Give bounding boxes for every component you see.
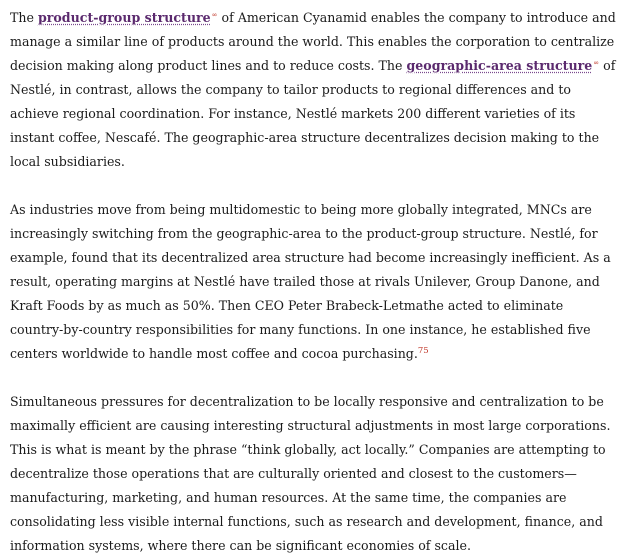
paragraph-3	[10, 390, 617, 558]
paragraph-1	[10, 6, 617, 174]
paragraph-1-text-b: of American Cyanamid enables the company to introduce and manage a similar line of products around the world. This enables the corporation to centralize decision making along product lines and to reduce costs. The	[10, 10, 616, 73]
glossary-link-icon[interactable]: ∞	[593, 58, 600, 67]
paragraph-2-text: As industries move from being multidomestic to being more globally integrated, MNCs are increasingly switching from the geographic-area to the product-group structure. Nestlé, for example, found that its decentralized area structure had become increasingly inefficient. As a result, operating margins at Nestlé have trailed those at rivals Unilever, Group Danone, and Kraft Foods by as much as 50%. Then CEO Peter Brabeck-Letmathe acted to eliminate country-by-country responsibilities for many functions. In one instance, he established five centers worldwide to handle most coffee and cocoa purchasing.	[10, 202, 611, 361]
glossary-term-product-group-structure[interactable]: product-group structure	[37, 10, 211, 25]
paragraph-3-text: Simultaneous pressures for decentralization to be locally responsive and centralization to be maximally efficient are causing interesting structural adjustments in most large corporations. This is what is meant by the phrase “think globally, act locally.” Companies are attempting to decentralize those operations that are culturally oriented and closest to the customers—manufacturing, marketing, and human resources. At the same time, the companies are consolidating less visible internal functions, such as research and development, finance, and information systems, where there can be significant economies of scale.	[10, 394, 611, 553]
paragraph-1-text-a: The	[10, 10, 38, 25]
glossary-term-geographic-area-structure[interactable]: geographic-area structure	[406, 58, 593, 73]
paragraph-1-text-c: of Nestlé, in contrast, allows the company to tailor products to regional differences and to achieve regional coordination. For instance, Nestlé markets 200 different varieties of its instant coffee, Nescafé. The geographic-area structure decentralizes decision making to the local subsidiaries.	[10, 58, 616, 169]
footnote-link[interactable]: 75	[417, 345, 429, 356]
paragraph-2	[10, 198, 617, 366]
glossary-link-icon[interactable]: ∞	[211, 10, 218, 19]
